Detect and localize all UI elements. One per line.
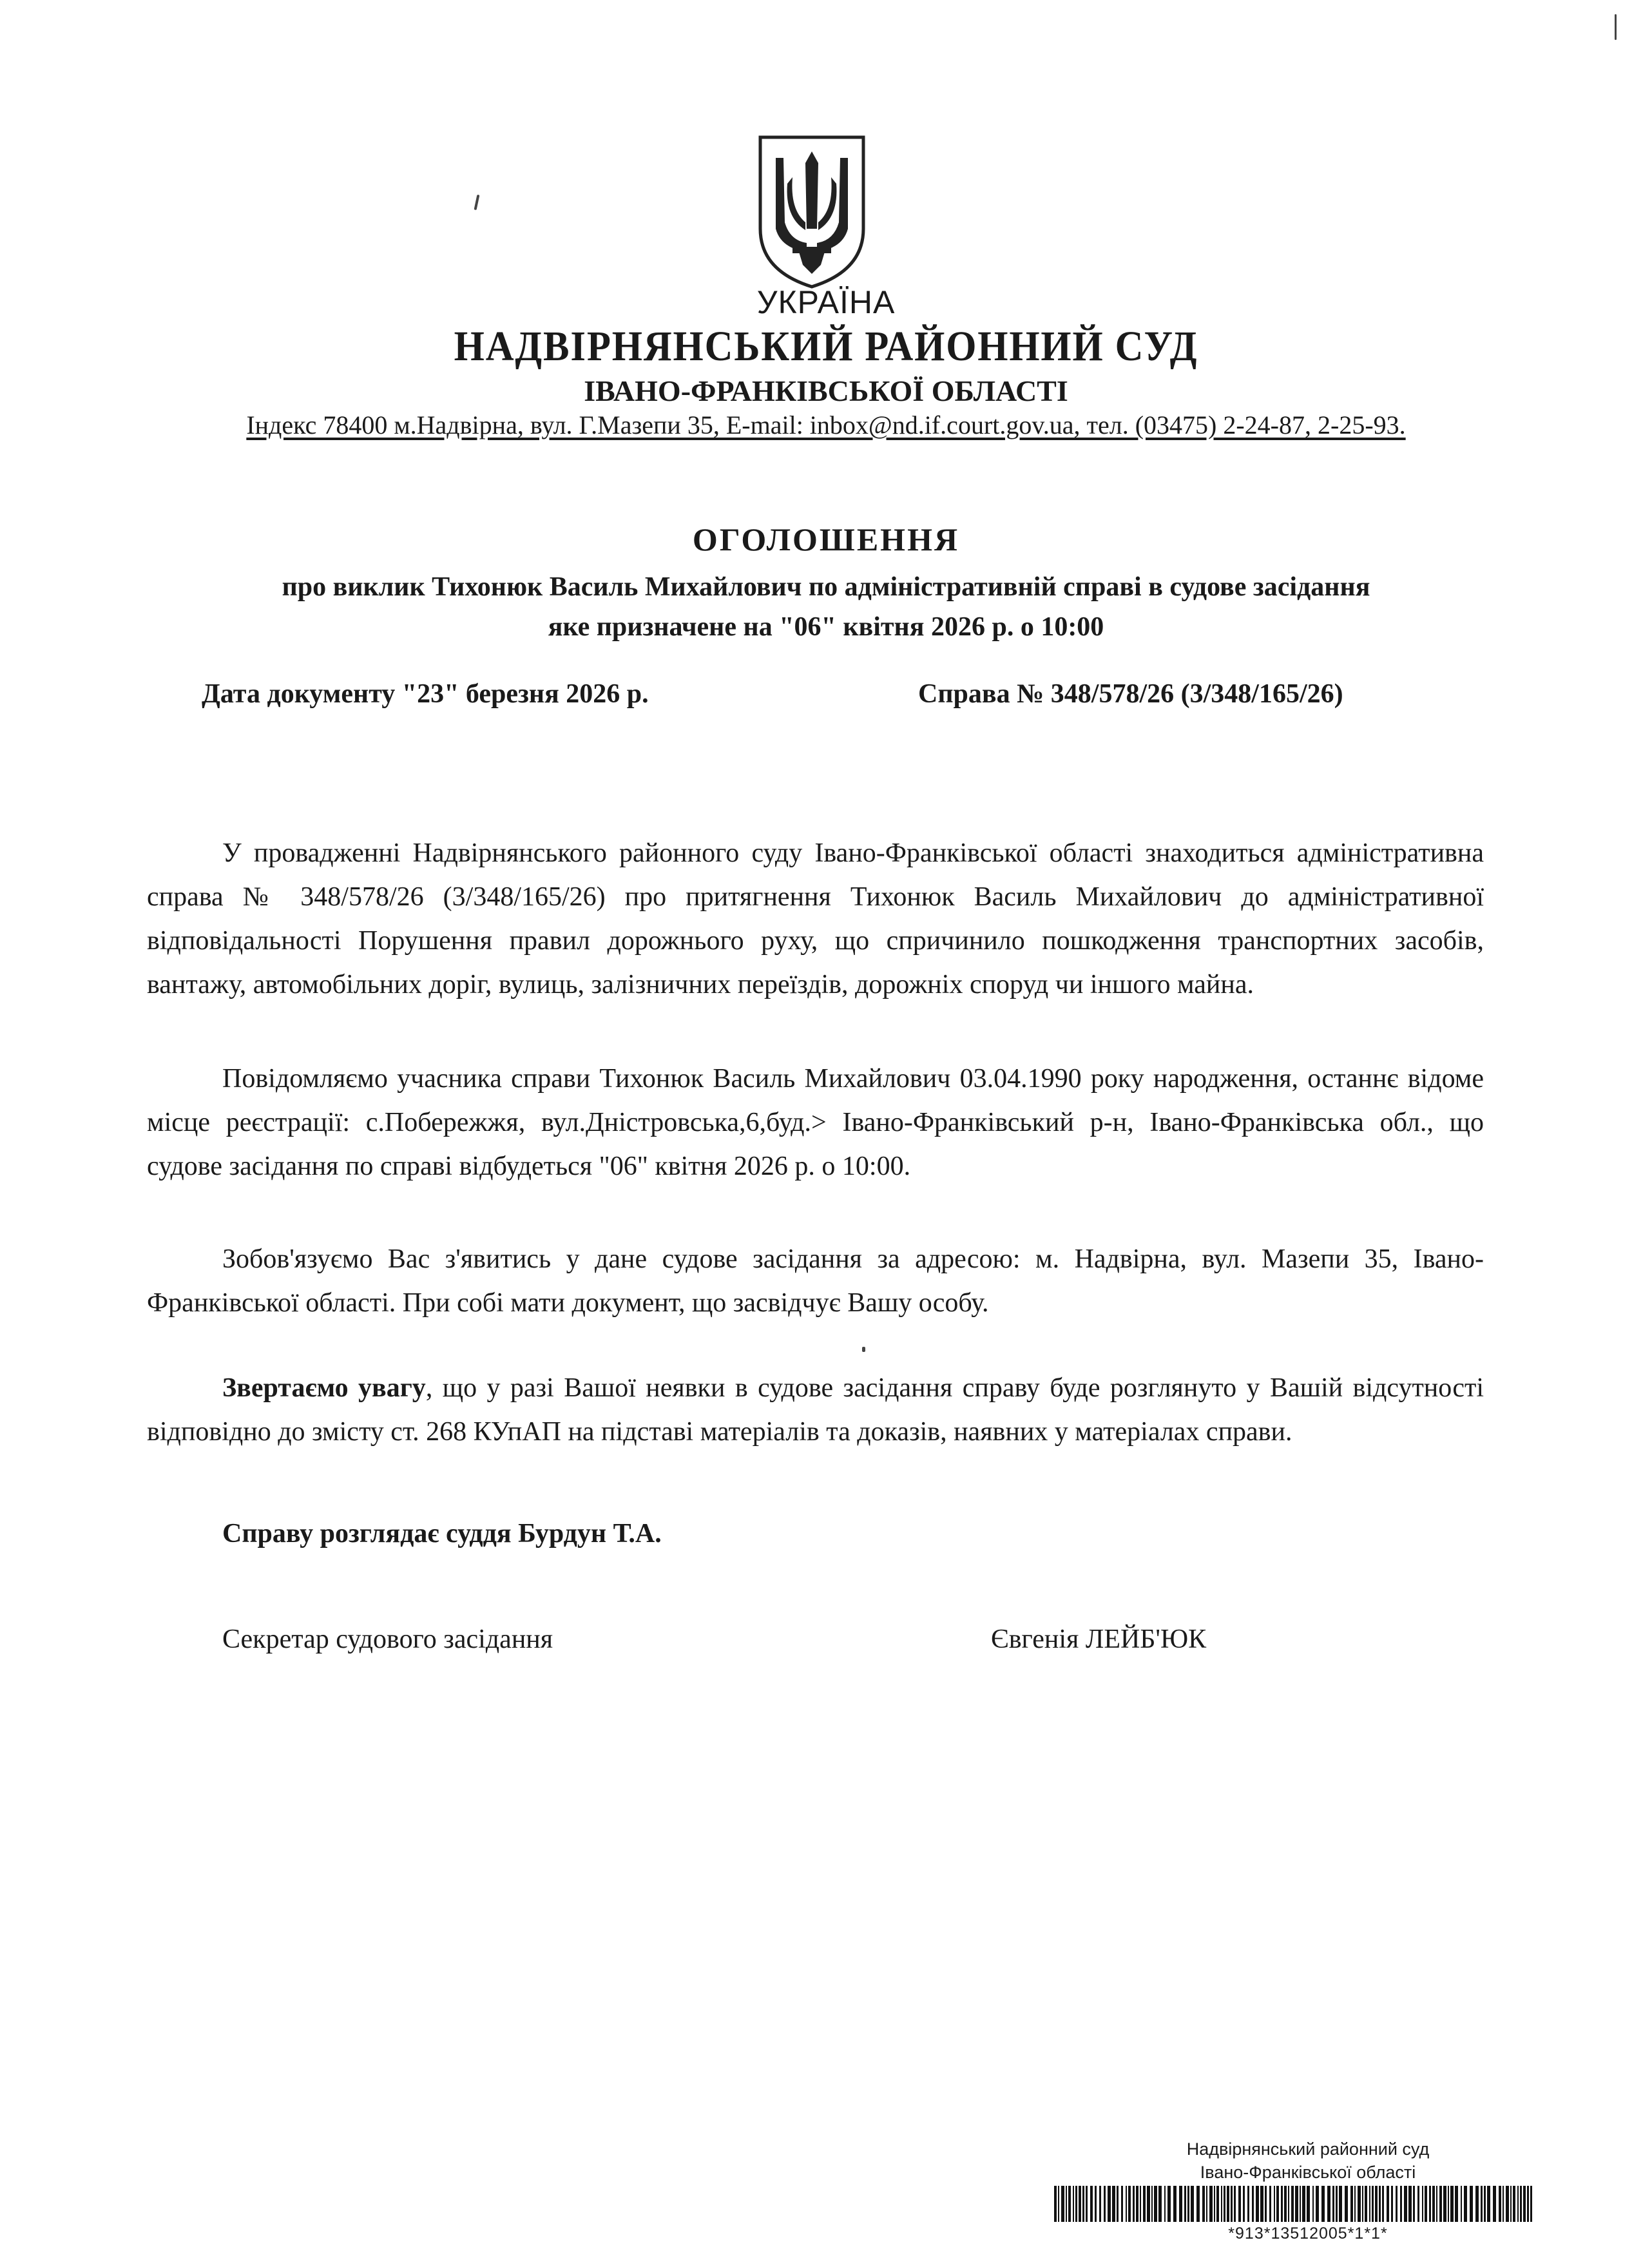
notice-title: ОГОЛОШЕННЯ xyxy=(692,521,960,557)
barcode-bar xyxy=(1284,2186,1287,2222)
barcode-bar xyxy=(1369,2186,1370,2222)
barcode-bar xyxy=(1252,2186,1254,2222)
judge-line: Справу розглядає суддя Бурдун Т.А. xyxy=(222,1519,662,1548)
country-name: УКРАЇНА xyxy=(756,284,896,320)
barcode-bar xyxy=(1527,2186,1529,2222)
barcode-bar xyxy=(1234,2186,1236,2222)
barcode-bar xyxy=(1439,2186,1442,2222)
barcode-bar xyxy=(1379,2186,1381,2222)
barcode-bar xyxy=(1058,2186,1059,2222)
barcode-bar xyxy=(1143,2186,1146,2222)
document-date: Дата документу "23" березня 2026 р. xyxy=(202,679,649,709)
barcode-bar xyxy=(1413,2186,1415,2222)
barcode-bar xyxy=(1276,2186,1279,2222)
barcode-bar xyxy=(1295,2186,1298,2222)
coat-of-arms-icon xyxy=(754,132,870,290)
barcode-bar xyxy=(1408,2186,1412,2222)
barcode-bar xyxy=(1095,2186,1097,2222)
barcode-bar xyxy=(1136,2186,1138,2222)
barcode-bar xyxy=(1300,2186,1301,2222)
barcode-bar xyxy=(1288,2186,1289,2222)
barcode-bar xyxy=(1068,2186,1071,2222)
notice-subtitle xyxy=(0,567,1652,647)
scan-speck xyxy=(862,1347,865,1352)
barcode-bar xyxy=(1350,2186,1353,2222)
barcode-bar xyxy=(1260,2186,1263,2222)
barcode-bar xyxy=(1372,2186,1374,2222)
barcode-bar xyxy=(1327,2186,1330,2222)
barcode-bar xyxy=(1493,2186,1496,2222)
court-contacts: Індекс 78400 м.Надвірна, вул. Г.Мазепи 35, E-mail: inbox@nd.if.court.gov.ua, тел. (03475) 2-24-87, 2-25-93. xyxy=(246,410,1406,439)
barcode-bar xyxy=(1126,2186,1127,2222)
barcode-bar xyxy=(1173,2186,1177,2222)
barcode-bar xyxy=(1224,2186,1225,2222)
stamp-region-line: Івано-Франківської області xyxy=(1200,2163,1416,2182)
barcode-bar xyxy=(1396,2186,1397,2222)
barcode-bar xyxy=(1221,2186,1222,2222)
barcode-bar xyxy=(1336,2186,1338,2222)
barcode-bar xyxy=(1167,2186,1171,2222)
barcode-bar xyxy=(1108,2186,1111,2222)
barcode-bar xyxy=(1332,2186,1334,2222)
barcode-bar xyxy=(1400,2186,1402,2222)
court-region: ІВАНО-ФРАНКІВСЬКОЇ ОБЛАСТІ xyxy=(584,374,1068,407)
barcode-bar xyxy=(1079,2186,1081,2222)
barcode-bar xyxy=(1231,2186,1233,2222)
barcode-bar xyxy=(1140,2186,1141,2222)
secretary-role: Секретар судового засідання xyxy=(222,1625,553,1654)
barcode-bar xyxy=(1422,2186,1423,2222)
barcode-bar xyxy=(1530,2186,1532,2222)
barcode-bar xyxy=(1164,2186,1166,2222)
barcode-bar xyxy=(1503,2186,1504,2222)
case-number: Справа № 348/578/26 (3/348/165/26) xyxy=(918,679,1343,709)
barcode-bar xyxy=(1362,2186,1363,2222)
paragraph-notification: Повідомляємо учасника справи Тихонюк Василь Михайлович 03.04.1990 року народження, останнє відоме місце реєстрації: с.Побережжя, вул.Дністровська,6,буд.> Івано-Франківський р-н, Івано-Франківська обл., що судове засідання по справі відбудеться "06" квітня 2026 р. о 10:00. xyxy=(147,1064,1484,1181)
barcode-bar xyxy=(1358,2186,1361,2222)
barcode-bar xyxy=(1133,2186,1135,2222)
barcode-bar xyxy=(1099,2186,1101,2222)
barcode-bar xyxy=(1147,2186,1150,2222)
barcode-bar xyxy=(1187,2186,1189,2222)
barcode-bar xyxy=(1461,2186,1462,2222)
barcode-bar xyxy=(1510,2186,1512,2222)
barcode-bar xyxy=(1513,2186,1515,2222)
barcode-bar xyxy=(1090,2186,1093,2222)
barcode-bar xyxy=(1112,2186,1115,2222)
barcode-bar xyxy=(1117,2186,1119,2222)
barcode-bar xyxy=(1316,2186,1319,2222)
notice-subtitle-line1: про виклик Тихонюк Василь Михайлович по адміністративній справі в судове засідання xyxy=(282,572,1370,602)
barcode-bar xyxy=(1425,2186,1427,2222)
barcode-bar xyxy=(1196,2186,1200,2222)
barcode-bar xyxy=(1184,2186,1186,2222)
barcode-bar xyxy=(1202,2186,1205,2222)
barcode-bar xyxy=(1443,2186,1446,2222)
barcode-bar xyxy=(1387,2186,1389,2222)
barcode-bar xyxy=(1061,2186,1064,2222)
barcode-bar xyxy=(1086,2186,1088,2222)
barcode-bar xyxy=(1302,2186,1305,2222)
barcode-bar xyxy=(1520,2186,1522,2222)
notice-subtitle-line2: яке призначене на "06" квітня 2026 р. о 10:00 xyxy=(548,612,1104,642)
barcode-bar xyxy=(1179,2186,1182,2222)
barcode-bar xyxy=(1121,2186,1123,2222)
court-name: НАДВІРНЯНСЬКИЙ РАЙОННИЙ СУД xyxy=(454,323,1198,370)
barcode-bar xyxy=(1404,2186,1407,2222)
barcode-bar xyxy=(1517,2186,1519,2222)
scan-speck xyxy=(474,195,480,210)
barcode-bar xyxy=(1054,2186,1057,2222)
barcode-number: *913*13512005*1*1* xyxy=(1228,2224,1388,2243)
barcode-bar xyxy=(1291,2186,1294,2222)
barcode-bar xyxy=(1481,2186,1483,2222)
barcode-bar xyxy=(1470,2186,1473,2222)
barcode-bar xyxy=(1269,2186,1271,2222)
barcode-bar xyxy=(1158,2186,1162,2222)
paragraph-proceedings: У провадженні Надвірнянського районного суду Івано-Франківської області знаходиться адміністративна справа № 348/578/26 (3/348/165/26) про притягнення Тихонюк Василь Михайлович до адміністративної відповідальності Порушення правил дорожнього руху, що спричинило пошкодження транспортних засобів, вантажу, автомобільних доріг, вулиць, залізничних переїздів, дорожніх споруд чи іншого майна. xyxy=(147,838,1484,999)
warning-emphasis: Звертаємо увагу xyxy=(222,1373,426,1403)
barcode-bar xyxy=(1281,2186,1283,2222)
barcode-bar xyxy=(1455,2186,1458,2222)
barcode-bar xyxy=(1464,2186,1467,2222)
barcode-bar xyxy=(1256,2186,1259,2222)
barcode-bar xyxy=(1247,2186,1249,2222)
barcode-bar xyxy=(1365,2186,1367,2222)
barcode-bar xyxy=(1354,2186,1356,2222)
scan-speck xyxy=(1615,14,1617,40)
barcode xyxy=(1054,2186,1532,2222)
barcode-bar xyxy=(1082,2186,1084,2222)
barcode-bar xyxy=(1128,2186,1131,2222)
paragraph-summons: Зобов'язуємо Вас з'явитись у дане судове засідання за адресою: м. Надвірна, вул. Мазепи 35, Івано-Франківської області. При собі мати документ, що засвідчує Вашу особу. xyxy=(147,1244,1484,1318)
barcode-bar xyxy=(1227,2186,1229,2222)
barcode-bar xyxy=(1475,2186,1479,2222)
barcode-bar xyxy=(1066,2186,1067,2222)
barcode-bar xyxy=(1448,2186,1449,2222)
barcode-bar xyxy=(1151,2186,1153,2222)
stamp-court-line: Надвірнянський районний суд xyxy=(1186,2139,1430,2159)
barcode-bar xyxy=(1523,2186,1526,2222)
barcode-bar xyxy=(1499,2186,1501,2222)
barcode-bar xyxy=(1450,2186,1454,2222)
barcode-bar xyxy=(1382,2186,1384,2222)
barcode-bar xyxy=(1214,2186,1215,2222)
barcode-bar xyxy=(1436,2186,1437,2222)
barcode-bar xyxy=(1238,2186,1241,2222)
barcode-bar xyxy=(1243,2186,1245,2222)
barcode-bar xyxy=(1075,2186,1077,2222)
barcode-bar xyxy=(1307,2186,1310,2222)
barcode-bar xyxy=(1391,2186,1393,2222)
barcode-bar xyxy=(1209,2186,1213,2222)
barcode-bar xyxy=(1506,2186,1509,2222)
barcode-bar xyxy=(1104,2186,1106,2222)
barcode-bar xyxy=(1191,2186,1194,2222)
barcode-bar xyxy=(1321,2186,1325,2222)
barcode-bar xyxy=(1312,2186,1314,2222)
paragraph-warning xyxy=(147,1366,1484,1454)
barcode-bar xyxy=(1432,2186,1435,2222)
barcode-bar xyxy=(1417,2186,1419,2222)
barcode-bar xyxy=(1073,2186,1074,2222)
barcode-bar xyxy=(1265,2186,1267,2222)
barcode-bar xyxy=(1345,2186,1348,2222)
warning-text: , що у разі Вашої неявки в судове засідання справу буде розглянуто у Вашій відсутності відповідно до змісту ст. 268 КУпАП на підставі матеріалів та доказів, наявних у матеріалах справи. xyxy=(147,1373,1484,1447)
barcode-bar xyxy=(1375,2186,1378,2222)
barcode-bar xyxy=(1206,2186,1207,2222)
secretary-name: Євгенія ЛЕЙБ'ЮК xyxy=(991,1625,1207,1654)
barcode-bar xyxy=(1429,2186,1431,2222)
barcode-bar xyxy=(1216,2186,1219,2222)
barcode-bar xyxy=(1274,2186,1275,2222)
barcode-bar xyxy=(1484,2186,1486,2222)
barcode-bar xyxy=(1487,2186,1490,2222)
barcode-bar xyxy=(1154,2186,1157,2222)
barcode-bar xyxy=(1339,2186,1342,2222)
